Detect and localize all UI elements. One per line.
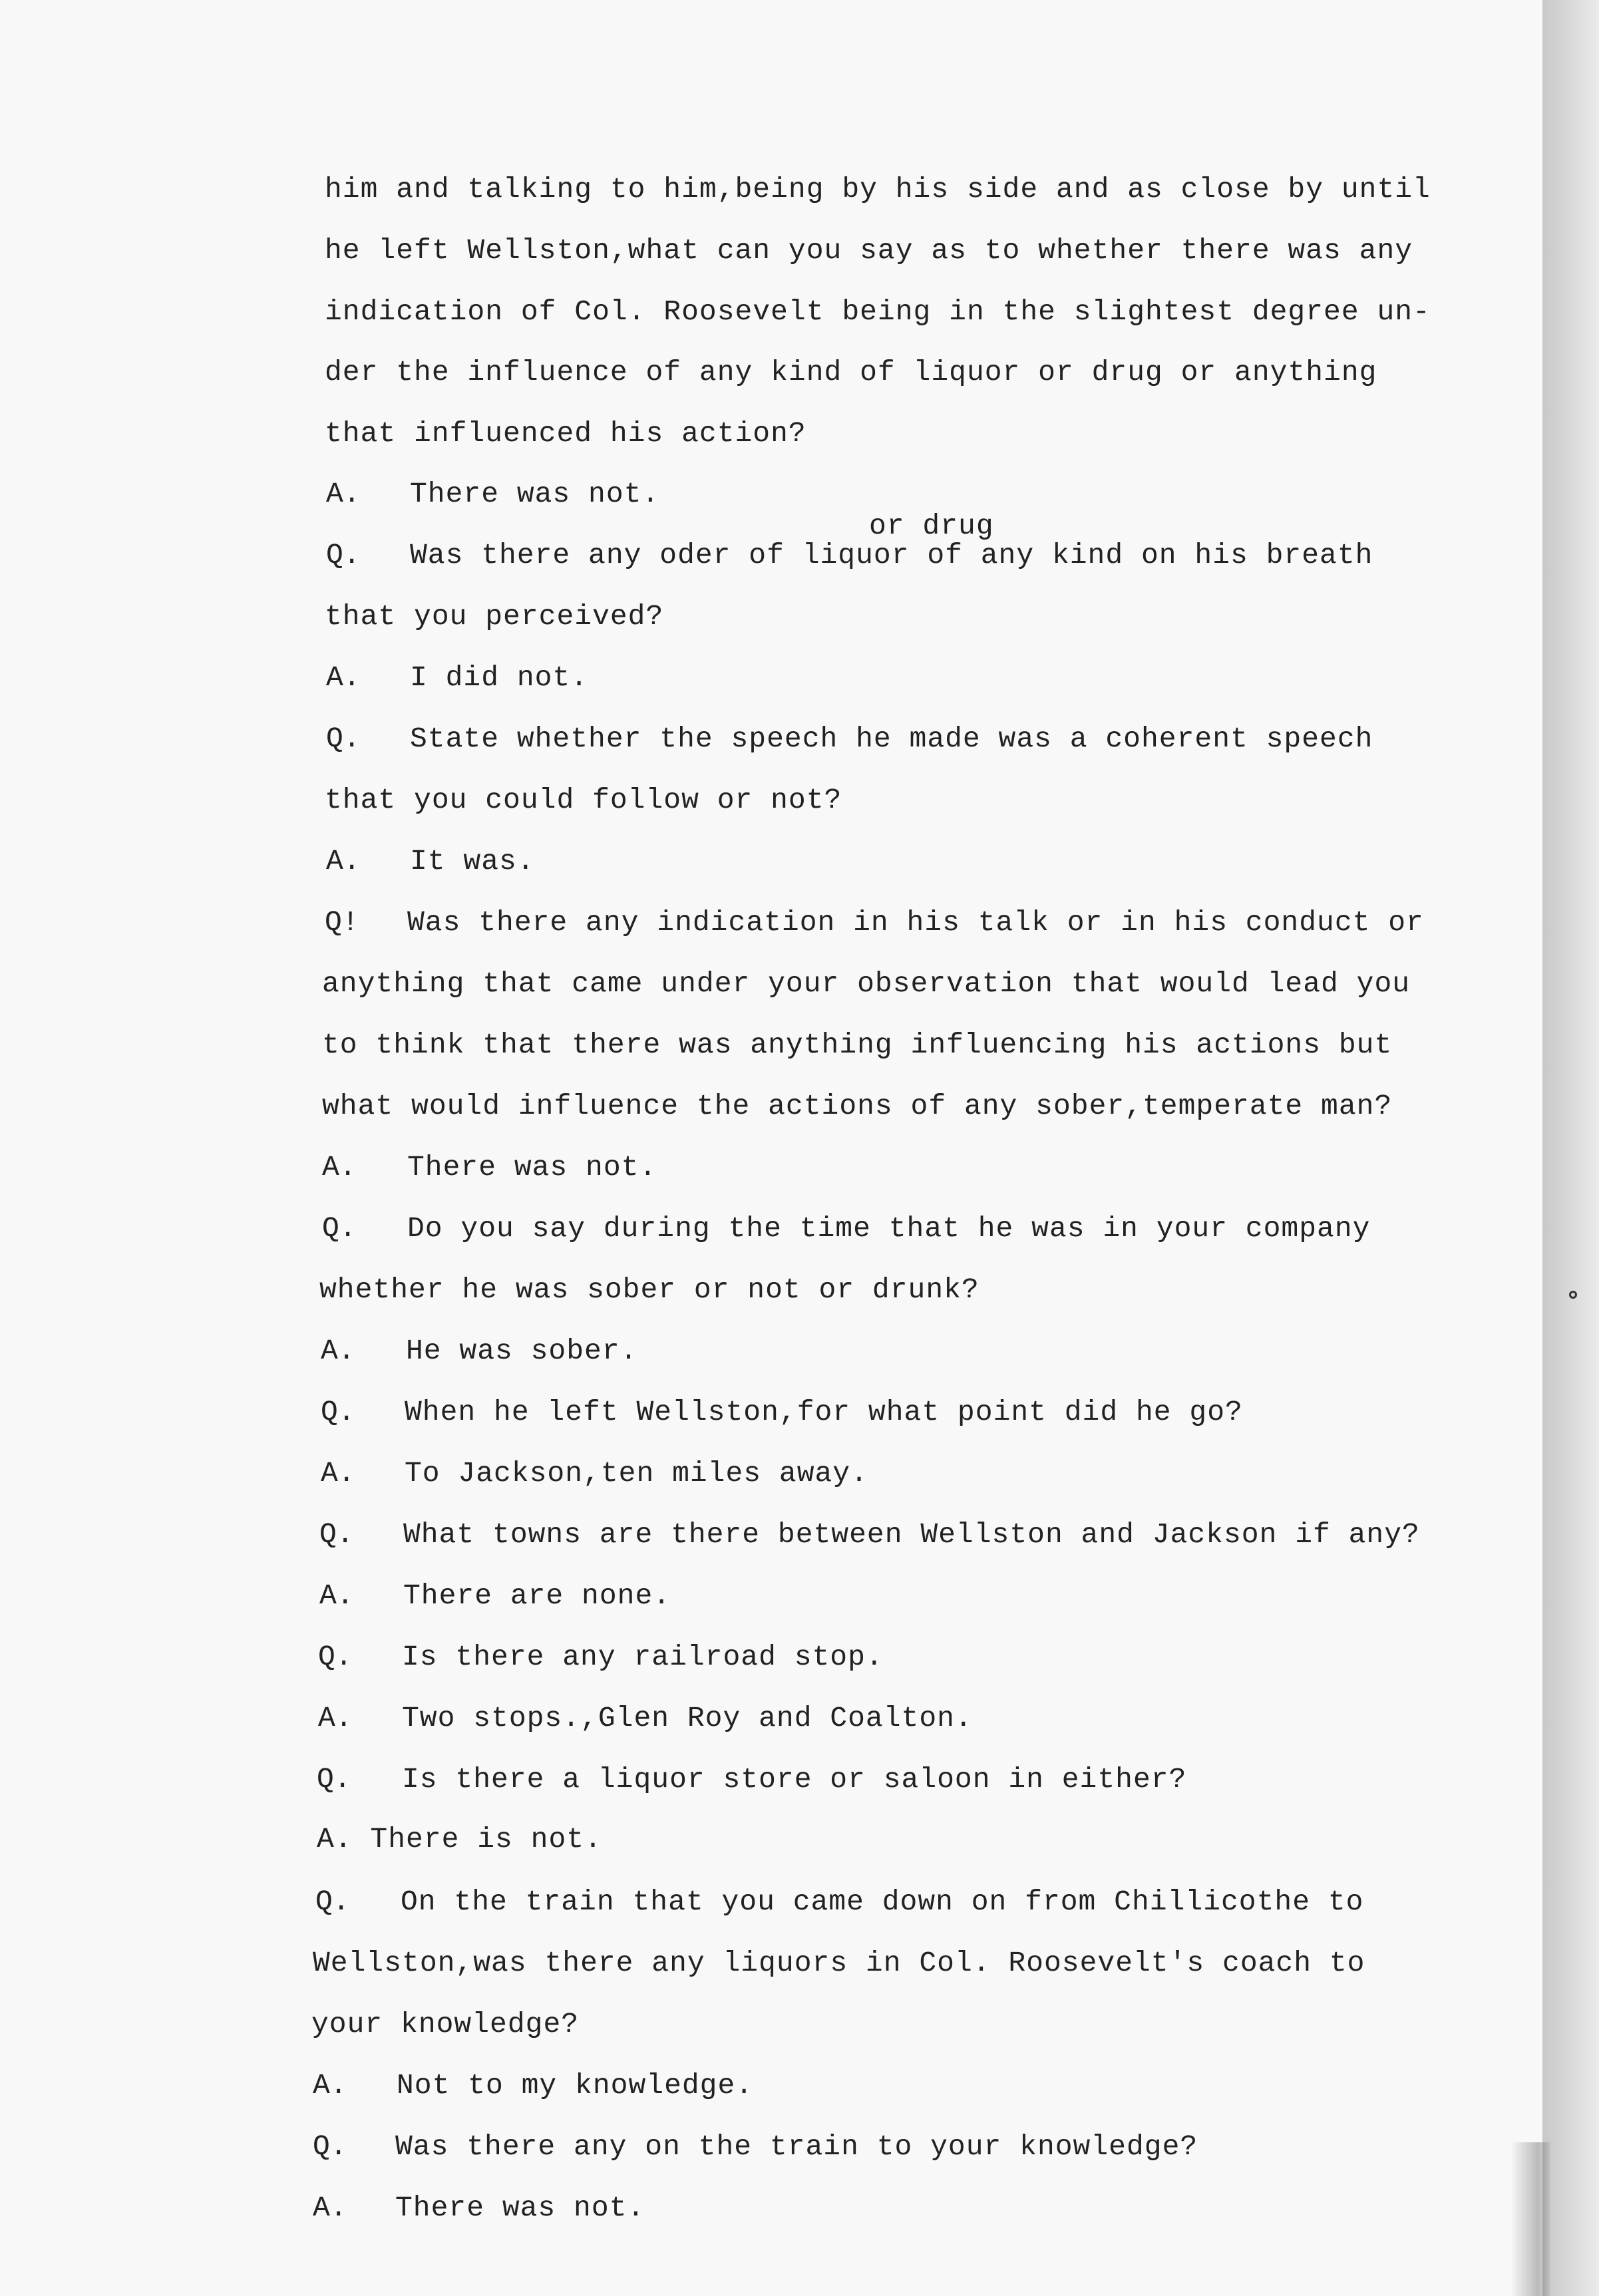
question-label: Q. [317,1763,351,1796]
question-text: State whether the speech he made was a coherent speech [410,723,1373,755]
answer-text: I did not. [410,661,589,694]
line-15: anything that came under your observation that would lead you [322,967,1411,1000]
question-label: Q. [318,1641,353,1673]
line-32: your knowledge? [311,2008,580,2041]
line-17: what would influence the actions of any sober,temperate man? [322,1090,1393,1122]
question-text: Was there any indication in his talk or in his conduct or [407,906,1424,939]
answer-text: To Jackson,ten miles away. [405,1457,868,1490]
line-9: that you perceived? [325,600,664,633]
question-label: Q. [326,539,361,572]
answer-text: There was not. [410,478,660,510]
question-text: Is there any railroad stop. [402,1641,884,1673]
question-text: Do you say during the time that he was in your company [407,1212,1371,1245]
question-label: Q. [321,1396,355,1428]
question-text: Was there any oder of liquor of any kind on his breath [410,539,1373,572]
question-label: Q. [315,1886,350,1918]
question-label: Q. [326,723,361,755]
line-20: whether he was sober or not or drunk? [319,1273,979,1306]
line-5: that influenced his action? [325,417,806,450]
question-text: Is there a liquor store or saloon in either? [402,1763,1187,1796]
interlinear-insertion: or drug [869,510,994,542]
answer-text: It was. [410,845,535,878]
line-3: indication of Col. Roosevelt being in the slightest degree un- [325,295,1431,328]
answer-label: A. [321,1335,355,1367]
question-text: What towns are there between Wellston and Jackson if any? [403,1518,1420,1551]
answer-label: A. [313,2069,347,2102]
answer-line: A. There is not. [317,1823,602,1856]
answer-label: A. [326,478,361,510]
question-label: Q. [313,2130,347,2163]
answer-label: A. [313,2192,347,2224]
background-edge [1542,0,1599,2296]
paper-curl-shadow [1510,2142,1550,2296]
answer-text: There are none. [403,1579,671,1612]
answer-label: A. [326,661,361,694]
answer-label: A. [326,845,361,878]
answer-text: Not to my knowledge. [397,2069,754,2102]
question-text: Was there any on the train to your knowledge? [395,2130,1198,2163]
line-31: Wellston,was there any liquors in Col. Roosevelt's coach to [313,1947,1365,1979]
question-text: When he left Wellston,for what point did he go? [405,1396,1243,1428]
answer-label: A. [321,1457,355,1490]
answer-label: A. [318,1702,353,1734]
answer-text: He was sober. [406,1335,638,1367]
answer-label: A. [322,1151,357,1184]
question-label: Q. [319,1518,354,1551]
line-16: to think that there was anything influencing his actions but [322,1029,1393,1061]
line-12: that you could follow or not? [325,784,842,816]
answer-text: Two stops.,Glen Roy and Coalton. [402,1702,973,1734]
paper-speck [1569,1291,1577,1299]
answer-label: A. [319,1579,354,1612]
question-label: Q! [325,906,359,939]
answer-text: There was not. [407,1151,657,1184]
answer-text: There was not. [395,2192,645,2224]
line-1: him and talking to him,being by his side and as close by until [325,173,1431,206]
line-4: der the influence of any kind of liquor or drug or anything [325,356,1377,389]
line-2: he left Wellston,what can you say as to whether there was any [325,234,1413,267]
question-label: Q. [322,1212,357,1245]
question-text: On the train that you came down on from Chillicothe to [401,1886,1364,1918]
